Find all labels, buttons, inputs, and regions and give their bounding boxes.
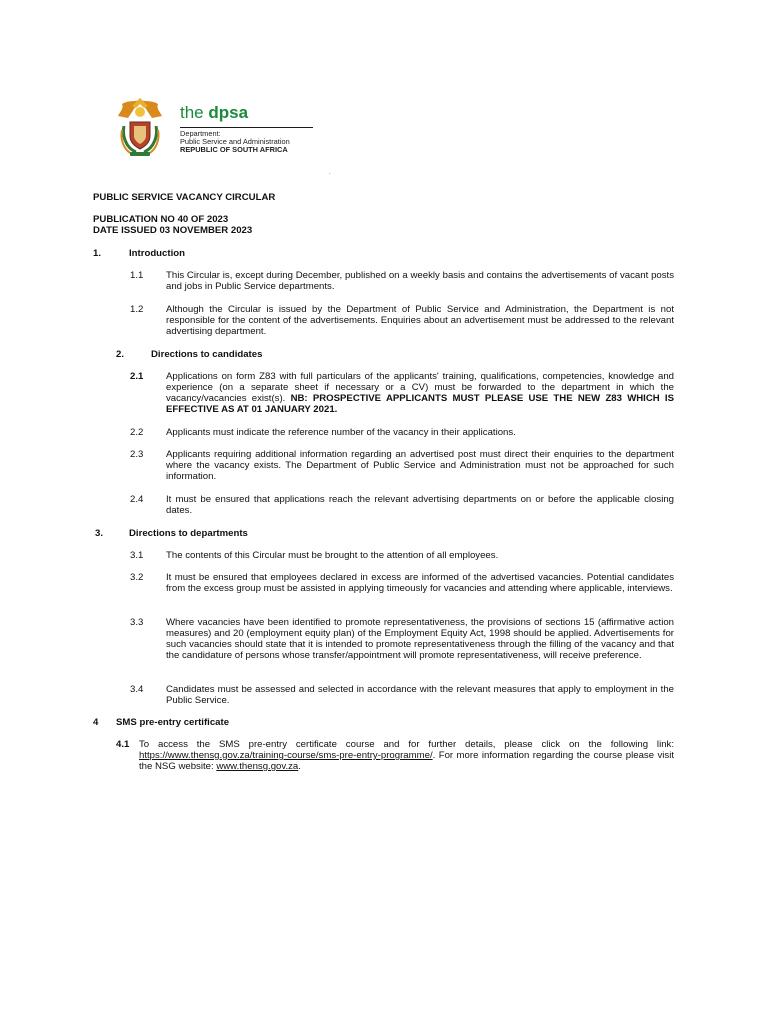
para-4-1-text-a: To access the SMS pre-entry certificate course and for further details, please click on the following link: (139, 739, 674, 750)
section-2-number: 2. (116, 349, 125, 360)
para-4-1-text-b: . For more information regarding the course please visit the NSG website: (139, 750, 674, 772)
para-2-4-number: 2.4 (130, 494, 144, 505)
para-2-1-notice: NB: PROSPECTIVE APPLICANTS MUST PLEASE USE THE NEW Z83 WHICH IS EFFECTIVE AS AT 01 JANUARY 2021. (166, 393, 674, 415)
para-2-4-text: It must be ensured that applications reach the relevant advertising departments on or before the applicable closing dates. (166, 494, 674, 516)
para-2-1-text (166, 371, 674, 415)
section-1-number: 1. (93, 248, 102, 259)
para-2-3-number: 2.3 (130, 449, 144, 460)
circular-title: PUBLIC SERVICE VACANCY CIRCULAR (93, 192, 276, 203)
date-issued: DATE ISSUED 03 NOVEMBER 2023 (93, 225, 253, 236)
para-2-2-text: Applicants must indicate the reference number of the vacancy in their applications. (166, 427, 516, 438)
para-2-2-number: 2.2 (130, 427, 144, 438)
para-3-4-number: 3.4 (130, 684, 144, 695)
para-4-1-number: 4.1 (116, 739, 130, 750)
section-2-title: Directions to candidates (151, 349, 263, 360)
section-4-number: 4 (93, 717, 99, 728)
section-3-title: Directions to departments (129, 528, 248, 539)
logo-wordmark (180, 104, 248, 122)
logo-divider (180, 127, 313, 128)
para-2-3-text: Applicants requiring additional information regarding an advertised post must direct their enquiries to the department where the vacancy exists. The Department of Public Service and Administration must not be approached for such information. (166, 449, 674, 482)
para-3-1-number: 3.1 (130, 550, 144, 561)
para-3-1-text: The contents of this Circular must be brought to the attention of all employees. (166, 550, 499, 561)
para-1-1-text: This Circular is, except during December, published on a weekly basis and contains the advertisements of vacant posts and jobs in Public Service departments. (166, 270, 674, 292)
nsg-website-link[interactable]: www.thensg.gov.za (216, 761, 299, 772)
para-2-1-number: 2.1 (130, 371, 144, 382)
para-3-4-text: Candidates must be assessed and selected in accordance with the relevant measures that apply to employment in the Public Service. (166, 684, 674, 706)
para-4-1-text-c: . (298, 761, 301, 772)
publication-number: PUBLICATION NO 40 OF 2023 (93, 214, 229, 225)
para-3-2-number: 3.2 (130, 572, 144, 583)
para-2-1-body: Applications on form Z83 with full particulars of the applicants' training, qualifications, competencies, knowledge and experience (on a separate sheet if necessary or a CV) must be forwarded to the department in which the vacancy/vacancies exist(s). (166, 371, 674, 404)
logo-the: the (180, 103, 204, 122)
para-4-1-text (139, 739, 674, 772)
coat-of-arms-icon (114, 96, 166, 158)
logo-line-rsa: REPUBLIC OF SOUTH AFRICA (180, 145, 288, 154)
para-3-2-text: It must be ensured that employees declared in excess are informed of the advertised vacancies. Potential candidates from the excess group must be assisted in applying timeously for vacancies and attending where applicable, interviews. (166, 572, 674, 594)
logo-dpsa: dpsa (208, 103, 249, 122)
para-1-2-number: 1.2 (130, 304, 144, 315)
para-1-1-number: 1.1 (130, 270, 144, 281)
section-4-title: SMS pre-entry certificate (116, 717, 230, 728)
section-3-number: 3. (95, 528, 104, 539)
stray-mark: . (329, 170, 331, 176)
sms-course-link[interactable]: https://www.thensg.gov.za/training-course/sms-pre-entry-programme/ (139, 750, 433, 761)
para-1-2-text: Although the Circular is issued by the Department of Public Service and Administration, the Department is not responsible for the content of the advertisements. Enquiries about an advertisement must be addressed to the relevant advertising department. (166, 304, 674, 337)
para-3-3-text: Where vacancies have been identified to promote representativeness, the provisions of sections 15 (affirmative action measures) and 20 (employment equity plan) of the Employment Equity Act, 1998 should be applied. Advertisements for such vacancies should state that it is intended to promote representativeness through the filling of the vacancy and that the candidature of persons whose transfer/appointment will promote representativeness, will receive preference. (166, 617, 674, 661)
para-3-3-number: 3.3 (130, 617, 144, 628)
logo-line-department: Department: (180, 129, 221, 138)
section-1-title: Introduction (129, 248, 185, 259)
logo-line-psa: Public Service and Administration (180, 137, 290, 146)
